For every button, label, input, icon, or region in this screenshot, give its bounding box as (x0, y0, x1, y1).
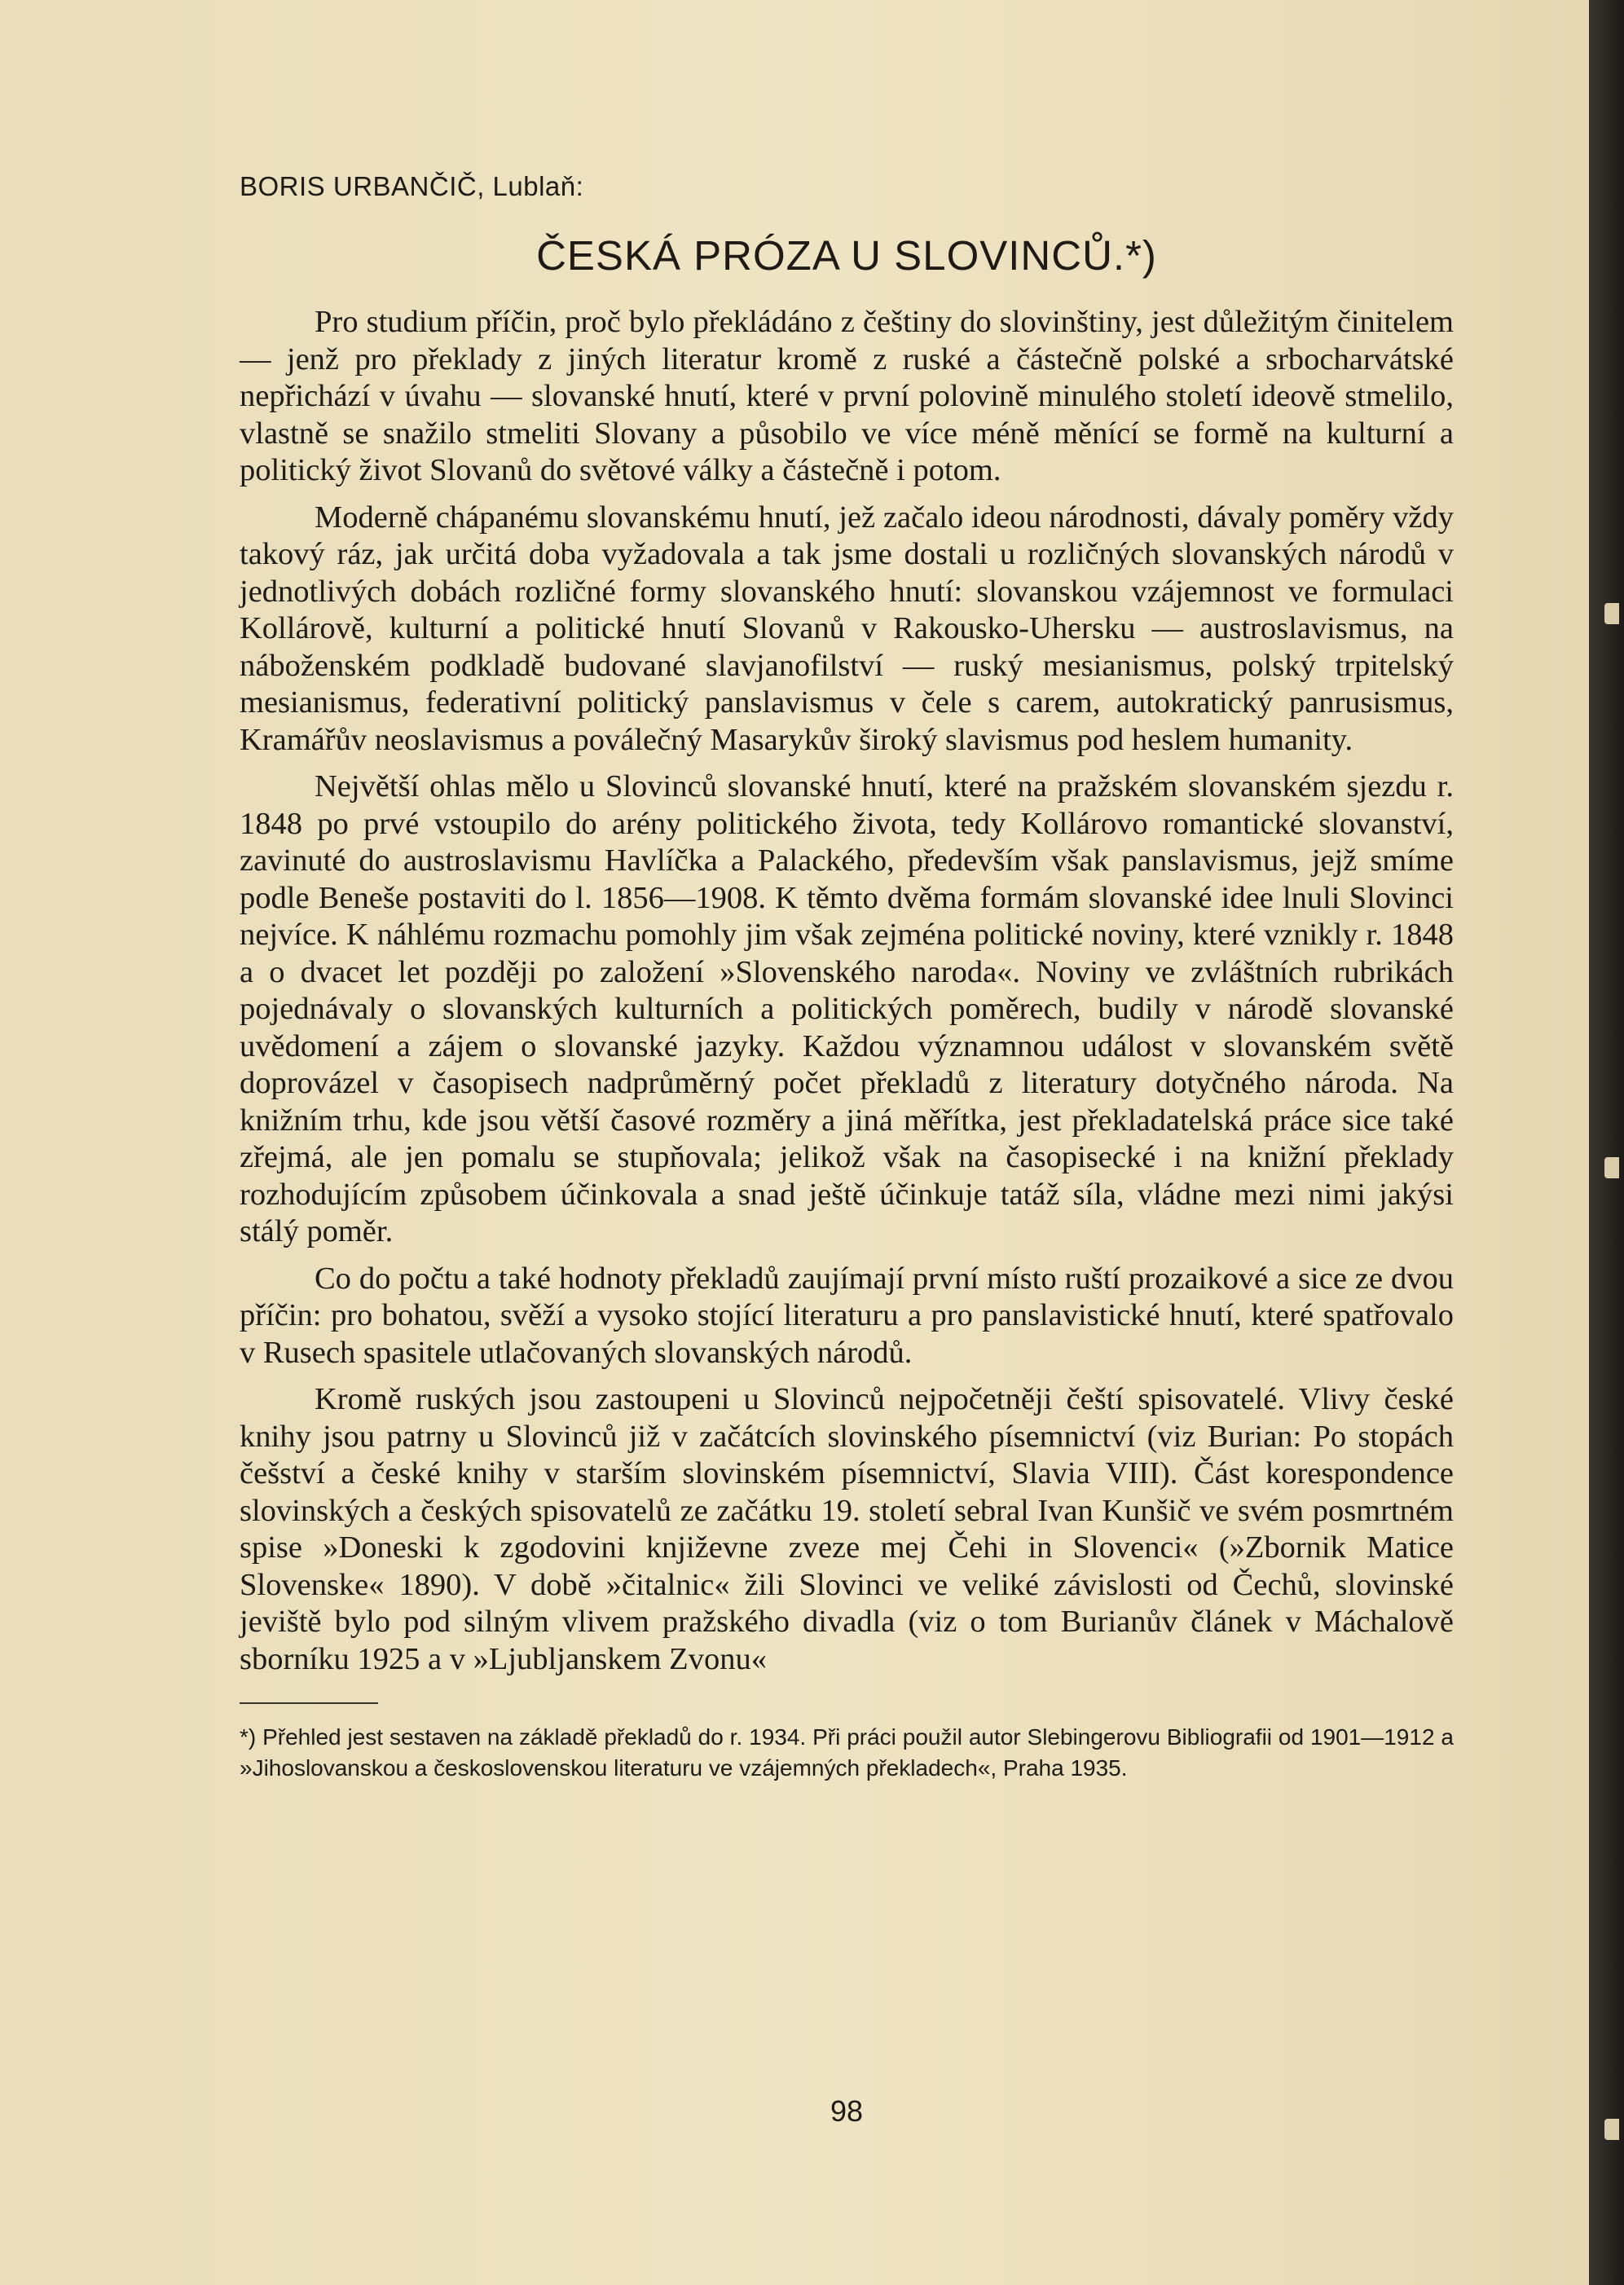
article-body (240, 171, 1454, 1784)
book-binding-edge (1589, 0, 1624, 2285)
article-title: ČESKÁ PRÓZA U SLOVINCŮ.*) (536, 232, 1157, 279)
paragraph-3: Největší ohlas mělo u Slovinců slovanské hnutí, které na pražském slovanském sjezdu r. 1848 po prvé vstoupilo do arény politického života, tedy Kollárovo romantické slovanství, zavinuté do austroslavismu Havlíčka a Palackého, především však panslavismus, jejž smíme podle Beneše postaviti do l. 1856—1908. K těmto dvěma formám slovanské idee lnuli Slovinci nejvíce. K náhlému rozmachu pomohly jim však zejména politické noviny, které vznikly r. 1848 a o dvacet let později po založení »Slovenského naroda«. Noviny ve zvláštních rubrikách pojednávaly o slovanských kulturních a politických poměrech, budily v národě slovanské uvědomení a zájem o slovanské jazyky. Každou významnou událost v slovanském světě doprovázel v časopisech nadprůměrný počet překladů z literatury dotyčného národa. Na knižním trhu, kde jsou větší časové rozměry a jiná měřítka, jest překladatelská práce sice také zřejmá, ale jen pomalu se stupňovala; jelikož však na časopisecké i na knižní překlady rozhodujícím způsobem účinkovala a snad ještě účinkuje tatáž síla, vládne mezi nimi jakýsi stálý poměr. (240, 769, 1454, 1248)
footnote-divider (240, 1702, 378, 1704)
paragraph-1: Pro studium příčin, proč bylo překládáno z češtiny do slovinštiny, jest důležitým činitelem — jenž pro překlady z jiných literatur kromě z ruské a částečně polské a srbocharvátské nepřichází v úvahu — slovanské hnutí, které v první polovině minulého století ideově stmelilo, vlastně se snažilo stmeliti Slovany a působilo ve více méně měnící se formě na kulturní a politický život Slovanů do světové války a částečně i potom. (240, 305, 1454, 487)
paragraph-4: Co do počtu a také hodnoty překladů zaujímají první místo ruští prozaikové a sice ze dvou příčin: pro bohatou, svěží a vysoko stojící literaturu a pro panslavistické hnutí, které spatřovalo v Rusech spasitele utlačovaných slovanských národů. (240, 1261, 1454, 1370)
author-line: BORIS URBANČIČ, Lublaň: (240, 171, 584, 201)
page-number: 98 (830, 2094, 864, 2128)
footnote: *) Přehled jest sestaven na základě překladů do r. 1934. Při práci použil autor Slebingerovu Bibliografii od 1901—1912 a »Jihoslovanskou a československou literaturu ve vzájemných překladech«, Praha 1935. (240, 1724, 1454, 1781)
page-tab-marker (1604, 2119, 1619, 2140)
page-tab-marker (1604, 1157, 1619, 1178)
paragraph-2: Moderně chápanému slovanskému hnutí, jež začalo ideou národnosti, dávaly poměry vždy takový ráz, jak určitá doba vyžadovala a tak jsme dostali u rozličných slovanských národů v jednotlivých dobách rozličné formy slovanského hnutí: slovanskou vzájemnost ve formulaci Kollárově, kulturní a politické hnutí Slovanů v Rakousko-Uhersku — austroslavismus, na náboženském podkladě budované slavjanofilství — ruský mesianismus, polský trpitelský mesianismus, federativní politický panslavismus v čele s carem, autokratický panrusismus, Kramářův neoslavismus a poválečný Masarykův široký slavismus pod heslem humanity. (240, 500, 1454, 757)
paragraph-5: Kromě ruských jsou zastoupeni u Slovinců nejpočetněji čeští spisovatelé. Vlivy české knihy jsou patrny u Slovinců již v začátcích slovinského písemnictví (viz Burian: Po stopách češství a české knihy v starším slovinském písemnictví, Slavia VIII). Část korespondence slovinských a českých spisovatelů ze začátku 19. století sebral Ivan Kunšič ve svém posmrtném spise »Doneski k zgodovini književne zveze mej Čehi in Slovenci« (»Zbornik Matice Slovenske« 1890). V době »čitalnic« žili Slovinci ve veliké závislosti od Čechů, slovinské jeviště bylo pod silným vlivem pražského divadla (viz o tom Burianův článek v Máchalově sborníku 1925 a v »Ljubljanskem Zvonu« (240, 1382, 1454, 1676)
page-tab-marker (1604, 603, 1619, 624)
